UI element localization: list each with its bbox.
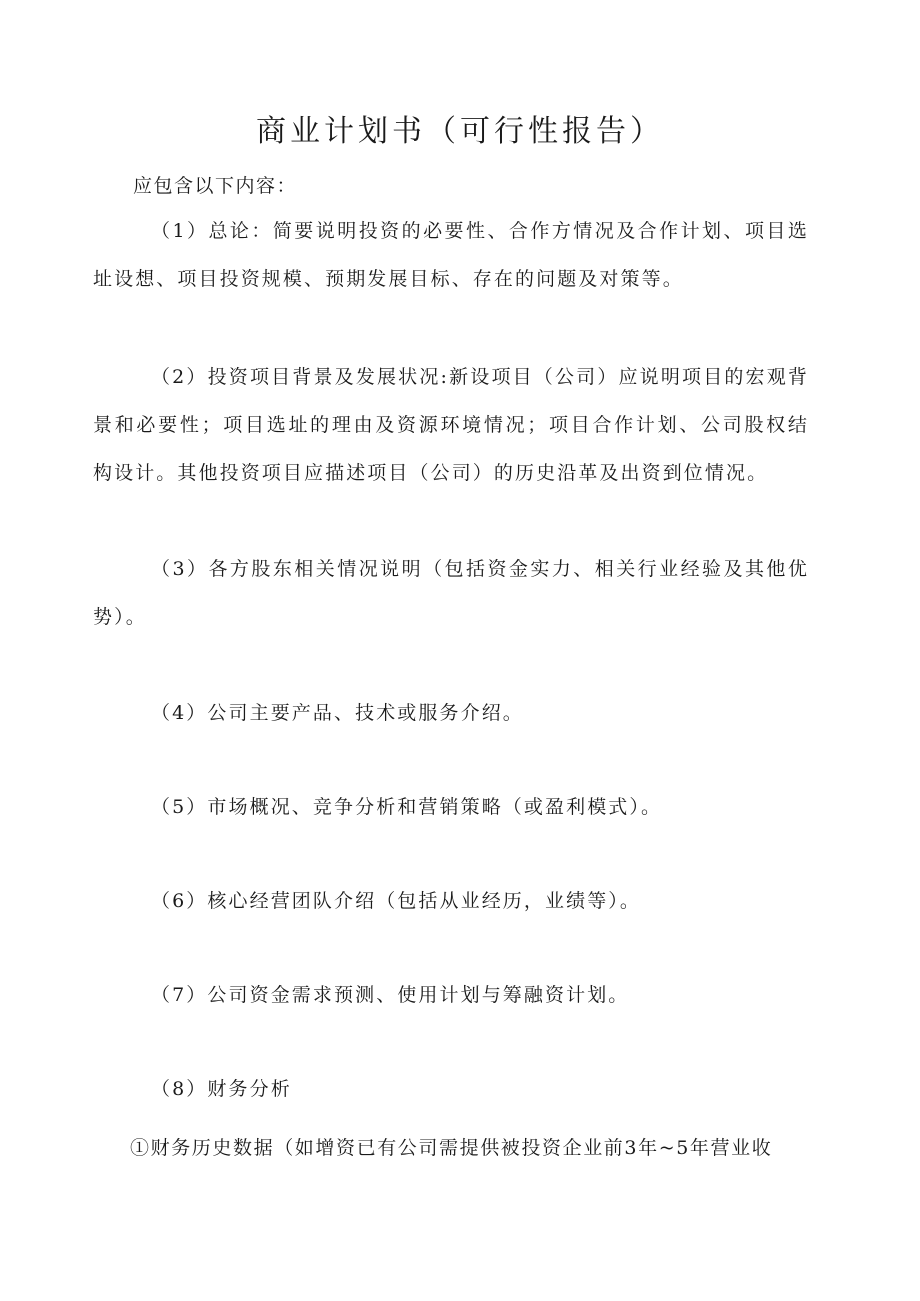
document-title: 商业计划书（可行性报告）	[256, 114, 664, 149]
item-5-market: （5）市场概况、竞争分析和营销策略（或盈利模式）。	[151, 796, 663, 818]
item-7-funding: （7）公司资金需求预测、使用计划与筹融资计划。	[151, 984, 630, 1006]
item-1-general: （1）总论：简要说明投资的必要性、合作方情况及合作计划、项目选址设想、项目投资规模、预期发展目标、存在的问题及对策等。	[93, 220, 809, 290]
intro-text: 应包含以下内容：	[133, 175, 298, 197]
item-8-subitem-1: ①财务历史数据（如增资已有公司需提供被投资企业前3年~5年营业收	[130, 1137, 773, 1159]
item-3-shareholders: （3）各方股东相关情况说明（包括资金实力、相关行业经验及其他优势）。	[93, 558, 809, 628]
item-6-team: （6）核心经营团队介绍（包括从业经历，业绩等）。	[151, 890, 641, 912]
item-4-products: （4）公司主要产品、技术或服务介绍。	[151, 702, 524, 724]
item-8-financial: （8）财务分析	[151, 1078, 292, 1100]
item-2-background: （2）投资项目背景及发展状况:新设项目（公司）应说明项目的宏观背景和必要性；项目选址的理由及资源环境情况；项目合作计划、公司股权结构设计。其他投资项目应描述项目（公司）的历史沿革及出资到位情况。	[93, 366, 809, 484]
